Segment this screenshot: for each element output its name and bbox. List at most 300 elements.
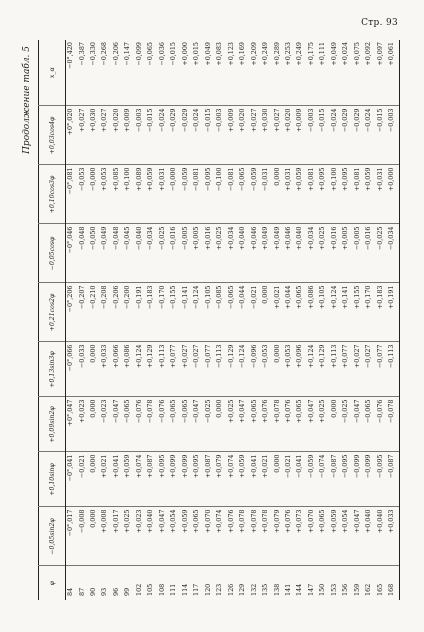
phi-cell: 111 bbox=[169, 566, 180, 600]
value-cell: +0,027 bbox=[273, 106, 284, 165]
value-cell: −0,085 bbox=[215, 283, 226, 342]
value-cell: +0,113 bbox=[158, 342, 169, 397]
phi-cell: 117 bbox=[192, 566, 203, 600]
value-cell: +0,087 bbox=[146, 452, 157, 507]
value-cell: −0,049 bbox=[100, 224, 111, 283]
value-cell: −0,036 bbox=[157, 42, 166, 66]
value-cell: +0,023 bbox=[78, 397, 89, 452]
value-cell: −0,170 bbox=[158, 283, 169, 342]
table-row bbox=[89, 40, 100, 600]
value-cell: +0,105 bbox=[318, 283, 329, 342]
value-cell: +0,020 bbox=[112, 106, 123, 165]
header-row bbox=[39, 40, 66, 600]
value-cell: +0,027 bbox=[250, 106, 261, 165]
phi-cell: 90 bbox=[89, 566, 100, 600]
value-cell: +0,209 bbox=[249, 42, 258, 66]
value-cell: +0,025 bbox=[215, 224, 226, 283]
value-cell: −0,065 bbox=[169, 397, 180, 452]
value-cell: −0,029 bbox=[353, 106, 364, 165]
column-header: +0,09sin2φ bbox=[39, 397, 66, 452]
value-cell: +0,078 bbox=[250, 507, 261, 566]
value-cell: −0,065 bbox=[364, 397, 375, 452]
value-cell: +0,066 bbox=[112, 342, 123, 397]
value-cell: −0,183 bbox=[146, 283, 157, 342]
value-cell: +0,096 bbox=[295, 342, 306, 397]
value-cell: +0,191 bbox=[387, 283, 399, 342]
value-cell: −0,210 bbox=[89, 283, 100, 342]
value-cell: −0,005 bbox=[353, 224, 364, 283]
value-cell: −0,207 bbox=[78, 283, 89, 342]
value-cell: +0,047 bbox=[158, 507, 169, 566]
phi-cell: 123 bbox=[215, 566, 226, 600]
value-cell: −0,031 bbox=[261, 165, 272, 224]
value-cell: +0,059 bbox=[181, 507, 192, 566]
value-cell: +0,070 bbox=[204, 507, 215, 566]
value-cell: +0,095 bbox=[158, 452, 169, 507]
value-cell: +0,070 bbox=[307, 507, 318, 566]
value-cell: −0,155 bbox=[169, 283, 180, 342]
column-header: −0,05sin2φ bbox=[39, 507, 66, 566]
value-cell: +0,040 bbox=[376, 507, 387, 566]
value-cell: +0,034 bbox=[227, 224, 238, 283]
value-cell: +0,169 bbox=[238, 42, 247, 66]
value-cell: −0,076 bbox=[158, 397, 169, 452]
data-table bbox=[38, 40, 400, 600]
table-row bbox=[376, 40, 387, 600]
value-cell: +0,059 bbox=[364, 165, 375, 224]
value-cell: +0,005 bbox=[341, 224, 352, 283]
value-cell: −0,129 bbox=[227, 342, 238, 397]
value-cell: −0,024 bbox=[330, 106, 341, 165]
value-cell: +0,046 bbox=[250, 224, 261, 283]
value-cell: 0,000 bbox=[273, 342, 284, 397]
value-cell: −0,050 bbox=[89, 224, 100, 283]
value-cell: +0,027 bbox=[78, 106, 89, 165]
value-cell: −0,003 bbox=[307, 106, 318, 165]
value-cell: +0,124 bbox=[330, 283, 341, 342]
value-cell: −0,034 bbox=[387, 224, 399, 283]
table-row bbox=[192, 40, 203, 600]
value-cell: −0°,420 bbox=[66, 42, 74, 69]
value-cell: +0,059 bbox=[295, 165, 306, 224]
value-cell: −0,065 bbox=[238, 165, 249, 224]
column-header: +0,10sinφ bbox=[39, 452, 66, 507]
table-row bbox=[123, 40, 134, 600]
value-cell: +0,027 bbox=[100, 106, 111, 165]
value-cell: −0,059 bbox=[181, 165, 192, 224]
value-cell: −0,016 bbox=[169, 224, 180, 283]
table-row bbox=[353, 40, 364, 600]
value-cell: 0,000 bbox=[89, 507, 100, 566]
phi-cell: 102 bbox=[135, 566, 146, 600]
value-cell: −0,048 bbox=[78, 224, 89, 283]
value-cell: −0,003 bbox=[135, 106, 146, 165]
value-cell: −0,015 bbox=[169, 42, 178, 66]
value-cell: −0,027 bbox=[364, 342, 375, 397]
phi-cell: 168 bbox=[387, 566, 399, 600]
value-cell: +0°,047 bbox=[66, 397, 78, 452]
value-cell: +0,086 bbox=[307, 283, 318, 342]
value-cell: −0,015 bbox=[146, 106, 157, 165]
value-cell: 0,000 bbox=[261, 283, 272, 342]
column-header: −0,05cosφ bbox=[39, 224, 66, 283]
value-cell: 0,000 bbox=[273, 165, 284, 224]
value-cell: +0,021 bbox=[273, 283, 284, 342]
value-cell: +0,183 bbox=[376, 283, 387, 342]
value-cell: +0,076 bbox=[284, 507, 295, 566]
value-cell: 0,000 bbox=[89, 342, 100, 397]
value-cell: +0,027 bbox=[353, 342, 364, 397]
value-cell: +0,249 bbox=[261, 42, 270, 66]
value-cell: −0,095 bbox=[341, 452, 352, 507]
value-cell: −0,000 bbox=[89, 165, 100, 224]
value-cell: −0,003 bbox=[215, 106, 226, 165]
value-cell: −0°,046 bbox=[66, 224, 78, 283]
phi-cell: 99 bbox=[123, 566, 134, 600]
value-cell: 0,000 bbox=[273, 452, 284, 507]
value-cell: +0,081 bbox=[353, 165, 364, 224]
value-cell: +0,020 bbox=[284, 106, 295, 165]
value-cell: −0,047 bbox=[112, 397, 123, 452]
value-cell: −0,074 bbox=[318, 452, 329, 507]
value-cell: −0,059 bbox=[307, 452, 318, 507]
value-cell: +0,100 bbox=[123, 165, 134, 224]
value-cell: +0,059 bbox=[123, 452, 134, 507]
value-cell: +0,074 bbox=[227, 452, 238, 507]
value-cell: +0,170 bbox=[364, 283, 375, 342]
value-cell: +0,053 bbox=[100, 165, 111, 224]
value-cell: +0,087 bbox=[204, 452, 215, 507]
value-cell: −0,053 bbox=[78, 165, 89, 224]
value-cell: −0,206 bbox=[111, 42, 120, 66]
value-cell: 0,000 bbox=[89, 397, 100, 452]
value-cell: −0,048 bbox=[112, 224, 123, 283]
phi-cell: 150 bbox=[318, 566, 329, 600]
table-row bbox=[78, 40, 89, 600]
phi-cell: 120 bbox=[204, 566, 215, 600]
value-cell: −0,029 bbox=[169, 106, 180, 165]
value-cell: 0,000 bbox=[89, 452, 100, 507]
value-cell: +0,049 bbox=[261, 224, 272, 283]
value-cell: +0,008 bbox=[100, 507, 111, 566]
value-cell: +0,044 bbox=[284, 283, 295, 342]
value-cell: +0,020 bbox=[238, 106, 249, 165]
value-cell: +0,030 bbox=[89, 106, 100, 165]
value-cell: +0,078 bbox=[261, 507, 272, 566]
table-row bbox=[238, 40, 249, 600]
table-row bbox=[146, 40, 157, 600]
value-cell: +0,009 bbox=[227, 106, 238, 165]
column-header: +0,21cos2φ bbox=[39, 283, 66, 342]
value-cell: −0,100 bbox=[215, 165, 226, 224]
value-cell: −0,095 bbox=[376, 452, 387, 507]
value-cell: −0,000 bbox=[169, 165, 180, 224]
value-cell: −0,087 bbox=[387, 452, 399, 507]
value-cell: +0,005 bbox=[192, 224, 203, 283]
value-cell: +0,065 bbox=[295, 283, 306, 342]
phi-cell: 141 bbox=[284, 566, 295, 600]
rotated-table-container bbox=[20, 40, 402, 600]
value-cell: −0,065 bbox=[146, 42, 155, 66]
value-cell: −0,047 bbox=[353, 397, 364, 452]
value-cell: −0,147 bbox=[123, 42, 132, 66]
value-cell: +0,031 bbox=[376, 165, 387, 224]
table-row bbox=[341, 40, 352, 600]
value-cell: +0,095 bbox=[192, 452, 203, 507]
value-cell: +0,073 bbox=[295, 507, 306, 566]
value-cell: −0,268 bbox=[100, 42, 109, 66]
value-cell: +0,077 bbox=[341, 342, 352, 397]
value-cell: −0,065 bbox=[181, 397, 192, 452]
phi-cell: 87 bbox=[78, 566, 89, 600]
value-cell: +0,083 bbox=[215, 42, 224, 66]
value-cell: +0,078 bbox=[273, 397, 284, 452]
value-cell: −0,029 bbox=[181, 106, 192, 165]
value-cell: +0,081 bbox=[307, 165, 318, 224]
value-cell: −0,041 bbox=[295, 452, 306, 507]
value-cell: +0,021 bbox=[100, 452, 111, 507]
phi-cell: 105 bbox=[146, 566, 157, 600]
value-cell: −0,330 bbox=[89, 42, 98, 66]
value-cell: +0°,020 bbox=[66, 106, 78, 165]
value-cell: +0,016 bbox=[330, 224, 341, 283]
value-cell: −0°,081 bbox=[66, 165, 78, 224]
value-cell: −0,025 bbox=[158, 224, 169, 283]
table-row bbox=[250, 40, 261, 600]
phi-cell: 96 bbox=[112, 566, 123, 600]
value-cell: −0,206 bbox=[112, 283, 123, 342]
phi-cell: 159 bbox=[353, 566, 364, 600]
value-cell: −0°,041 bbox=[66, 452, 78, 507]
value-cell: +0,077 bbox=[169, 342, 180, 397]
value-cell: +0,030 bbox=[261, 106, 272, 165]
table-row bbox=[100, 40, 111, 600]
value-cell: +0,047 bbox=[307, 397, 318, 452]
value-cell: −0,025 bbox=[204, 397, 215, 452]
table-row bbox=[181, 40, 192, 600]
value-cell: +0,099 bbox=[181, 452, 192, 507]
phi-cell: 84 bbox=[66, 566, 78, 600]
phi-cell: 93 bbox=[100, 566, 111, 600]
value-cell: −0,053 bbox=[261, 342, 272, 397]
value-cell: +0,015 bbox=[192, 42, 201, 66]
value-cell: +0,031 bbox=[284, 165, 295, 224]
value-cell: −0,065 bbox=[227, 283, 238, 342]
value-cell: +0,041 bbox=[250, 452, 261, 507]
value-cell: +0,253 bbox=[283, 42, 292, 66]
page-number: Стр. 93 bbox=[361, 18, 398, 28]
value-cell: −0,029 bbox=[341, 106, 352, 165]
table-body bbox=[66, 40, 400, 600]
table-row bbox=[66, 40, 78, 600]
value-cell: +0,065 bbox=[318, 507, 329, 566]
table-row bbox=[112, 40, 123, 600]
value-cell: +0,074 bbox=[215, 507, 226, 566]
value-cell: −0,113 bbox=[215, 342, 226, 397]
table-row bbox=[227, 40, 238, 600]
value-cell: +0,021 bbox=[261, 452, 272, 507]
table-row bbox=[204, 40, 215, 600]
value-cell: 0,000 bbox=[215, 397, 226, 452]
table-row bbox=[284, 40, 295, 600]
value-cell: +0,065 bbox=[295, 397, 306, 452]
table-row bbox=[273, 40, 284, 600]
phi-cell: 129 bbox=[238, 566, 249, 600]
column-header: φ bbox=[39, 566, 66, 600]
value-cell: +0,123 bbox=[226, 42, 235, 66]
value-cell: +0,034 bbox=[307, 224, 318, 283]
value-cell: −0,023 bbox=[100, 397, 111, 452]
value-cell: −0,076 bbox=[376, 397, 387, 452]
phi-cell: 147 bbox=[307, 566, 318, 600]
value-cell: +0,095 bbox=[341, 165, 352, 224]
value-cell: −0,027 bbox=[192, 342, 203, 397]
value-cell: −0,021 bbox=[250, 283, 261, 342]
table-caption: Продолжение табл. 5 bbox=[22, 46, 32, 154]
value-cell: +0,076 bbox=[284, 397, 295, 452]
value-cell: −0,081 bbox=[192, 165, 203, 224]
value-cell: −0,141 bbox=[181, 283, 192, 342]
value-cell: +0,078 bbox=[238, 507, 249, 566]
value-cell: +0,095 bbox=[318, 165, 329, 224]
value-cell: −0,078 bbox=[146, 397, 157, 452]
value-cell: −0,024 bbox=[158, 106, 169, 165]
value-cell: +0,054 bbox=[169, 507, 180, 566]
value-cell: +0,079 bbox=[273, 507, 284, 566]
value-cell: +0,025 bbox=[227, 397, 238, 452]
column-header: +0,03cos4φ bbox=[39, 106, 66, 165]
value-cell: −0,059 bbox=[250, 165, 261, 224]
value-cell: +0,175 bbox=[306, 42, 315, 66]
value-cell: −0,016 bbox=[364, 224, 375, 283]
value-cell: +0,041 bbox=[112, 452, 123, 507]
phi-cell: 153 bbox=[330, 566, 341, 600]
value-cell: −0,078 bbox=[387, 397, 399, 452]
value-cell: −0,105 bbox=[204, 283, 215, 342]
column-header: x_α bbox=[39, 40, 66, 106]
value-cell: +0,289 bbox=[272, 42, 281, 66]
value-cell: +0,065 bbox=[192, 507, 203, 566]
phi-cell: 126 bbox=[227, 566, 238, 600]
table-row bbox=[135, 40, 146, 600]
value-cell: +0,047 bbox=[238, 397, 249, 452]
value-cell: +0,065 bbox=[250, 397, 261, 452]
value-cell: +0,059 bbox=[330, 507, 341, 566]
value-cell: +0,061 bbox=[387, 40, 399, 106]
value-cell: +0,249 bbox=[295, 42, 304, 66]
value-cell: +0,099 bbox=[169, 452, 180, 507]
phi-cell: 135 bbox=[261, 566, 272, 600]
value-cell: −0,081 bbox=[227, 165, 238, 224]
value-cell: −0,021 bbox=[284, 452, 295, 507]
phi-cell: 162 bbox=[364, 566, 375, 600]
table-row bbox=[387, 40, 399, 600]
value-cell: −0,015 bbox=[318, 106, 329, 165]
value-cell: +0,141 bbox=[341, 283, 352, 342]
value-cell: −0,005 bbox=[181, 224, 192, 283]
value-cell: −0,025 bbox=[341, 397, 352, 452]
table-row bbox=[295, 40, 306, 600]
column-header: +0,13sin3φ bbox=[39, 342, 66, 397]
value-cell: −0,077 bbox=[204, 342, 215, 397]
value-cell: −0,096 bbox=[250, 342, 261, 397]
value-cell: +0,000 bbox=[387, 165, 399, 224]
value-cell: +0,086 bbox=[123, 342, 134, 397]
value-cell: +0,089 bbox=[135, 165, 146, 224]
value-cell: +0,049 bbox=[273, 224, 284, 283]
table-row bbox=[261, 40, 272, 600]
value-cell: −0,387 bbox=[77, 42, 86, 66]
table-row bbox=[215, 40, 226, 600]
value-cell: +0,059 bbox=[146, 165, 157, 224]
value-cell: +0,040 bbox=[364, 507, 375, 566]
table-row bbox=[169, 40, 180, 600]
value-cell: +0,124 bbox=[135, 342, 146, 397]
value-cell: +0,100 bbox=[330, 165, 341, 224]
value-cell: −0°,066 bbox=[66, 342, 78, 397]
value-cell: −0,200 bbox=[123, 283, 134, 342]
value-cell: +0,085 bbox=[112, 165, 123, 224]
value-cell: +0,027 bbox=[181, 342, 192, 397]
value-cell: −0,099 bbox=[134, 42, 143, 66]
value-cell: +0,092 bbox=[364, 42, 373, 66]
value-cell: +0,129 bbox=[318, 342, 329, 397]
value-cell: 0,000 bbox=[330, 397, 341, 452]
value-cell: +0,054 bbox=[341, 507, 352, 566]
value-cell: +0,046 bbox=[284, 224, 295, 283]
value-cell: +0,033 bbox=[100, 342, 111, 397]
value-cell: +0,033 bbox=[387, 507, 399, 566]
value-cell: −0,099 bbox=[364, 452, 375, 507]
value-cell: −0,024 bbox=[364, 106, 375, 165]
value-cell: +0,049 bbox=[203, 42, 212, 66]
value-cell: −0,077 bbox=[376, 342, 387, 397]
phi-cell: 156 bbox=[341, 566, 352, 600]
value-cell: +0,031 bbox=[158, 165, 169, 224]
value-cell: −0,044 bbox=[238, 283, 249, 342]
phi-cell: 114 bbox=[181, 566, 192, 600]
value-cell: +0,040 bbox=[238, 224, 249, 283]
value-cell: −0,040 bbox=[135, 224, 146, 283]
phi-cell: 144 bbox=[295, 566, 306, 600]
value-cell: +0,155 bbox=[353, 283, 364, 342]
value-cell: −0,208 bbox=[100, 283, 111, 342]
value-cell: +0,023 bbox=[135, 507, 146, 566]
value-cell: −0,099 bbox=[353, 452, 364, 507]
value-cell: +0,075 bbox=[352, 42, 361, 66]
value-cell: −0,008 bbox=[78, 507, 89, 566]
value-cell: +0,113 bbox=[330, 342, 341, 397]
value-cell: +0,009 bbox=[295, 106, 306, 165]
value-cell: −0,191 bbox=[135, 283, 146, 342]
value-cell: +0,040 bbox=[146, 507, 157, 566]
value-cell: +0,000 bbox=[180, 42, 189, 66]
value-cell: −0°,017 bbox=[66, 507, 78, 566]
value-cell: +0,017 bbox=[112, 507, 123, 566]
value-cell: −0°,206 bbox=[66, 283, 78, 342]
value-cell: +0,053 bbox=[284, 342, 295, 397]
table-row bbox=[158, 40, 169, 600]
phi-cell: 138 bbox=[273, 566, 284, 600]
value-cell: −0,124 bbox=[192, 283, 203, 342]
value-cell: +0,040 bbox=[295, 224, 306, 283]
value-cell: +0,047 bbox=[353, 507, 364, 566]
value-cell: −0,087 bbox=[330, 452, 341, 507]
value-cell: −0,065 bbox=[123, 397, 134, 452]
value-cell: +0,079 bbox=[215, 452, 226, 507]
table-row bbox=[330, 40, 341, 600]
value-cell: +0,025 bbox=[123, 507, 134, 566]
